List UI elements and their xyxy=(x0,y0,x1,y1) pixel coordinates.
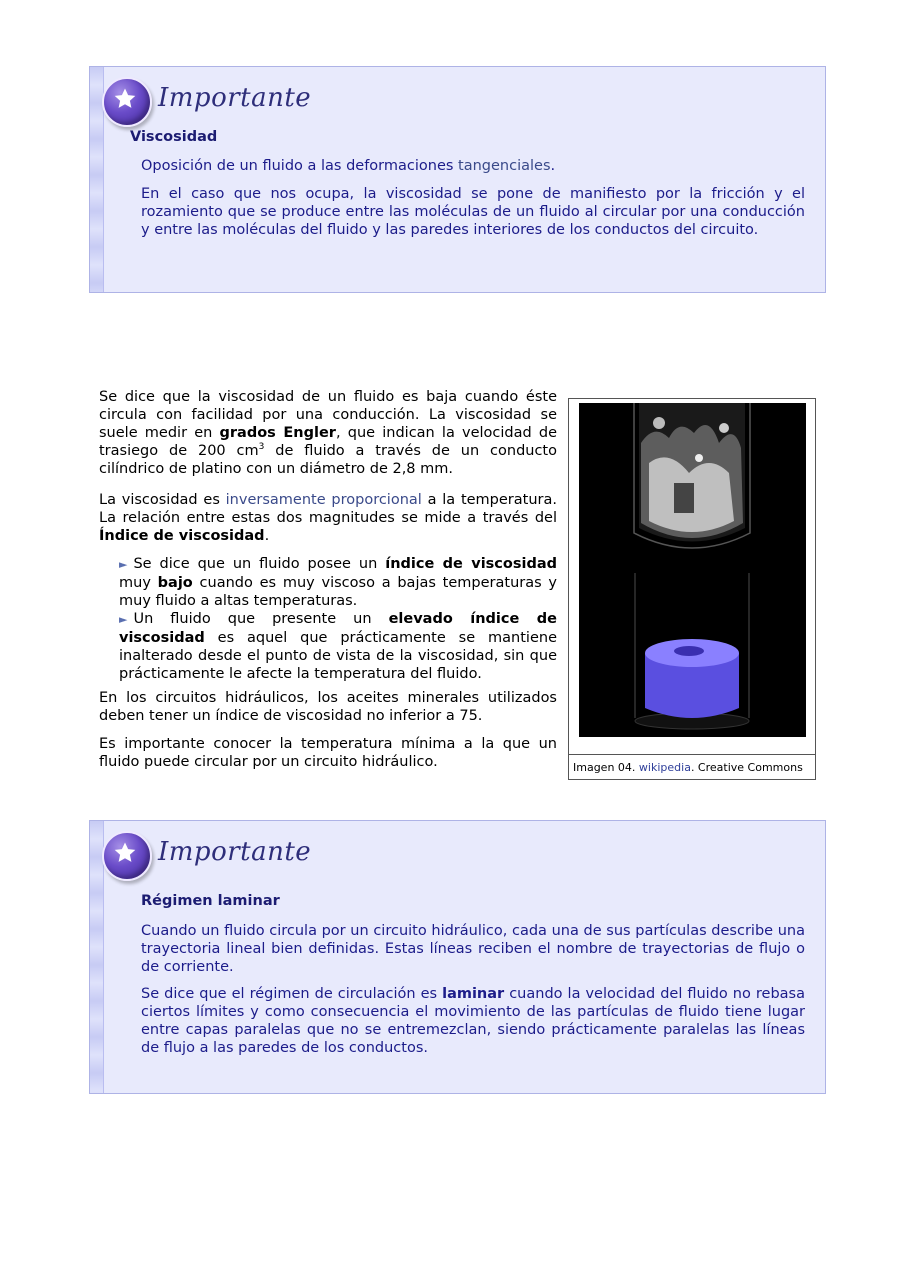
box-paragraph: Oposición de un fluido a las deformaciones tangenciales. xyxy=(141,158,556,174)
list-item: ► Se dice que un fluido posee un índice de viscosidad muy bajo cuando es muy viscoso a bajas temperaturas y muy fluido a altas temperaturas. xyxy=(119,556,557,609)
box-title: Viscosidad xyxy=(130,129,218,145)
paragraph: Es importante conocer la temperatura mínima a la que un fluido puede circular por un circuito hidráulico. xyxy=(99,736,557,770)
importante-header xyxy=(102,75,342,125)
bullet-list xyxy=(119,555,557,683)
importante-box-viscosidad xyxy=(89,66,826,293)
inversamente-proporcional-link[interactable]: inversamente proporcional xyxy=(225,492,422,508)
bullet-arrow-icon: ► xyxy=(119,558,128,571)
importante-box-regimen-laminar xyxy=(89,820,826,1094)
box-paragraph: Se dice que el régimen de circulación es laminar cuando la velocidad del fluido no rebasa ciertos límites y como consecuencia el movimiento de las partículas de fluido tiene lugar entre capas paralelas que no se entremezclan, siendo prácticamente paralelas las líneas de flujo a las paredes de los conductos. xyxy=(141,986,805,1056)
importante-header xyxy=(102,829,342,879)
figure xyxy=(568,398,816,780)
paragraph: La viscosidad es inversamente proporcional a la temperatura. La relación entre estas dos magnitudes se mide a través del Índice de viscosidad. xyxy=(99,492,557,544)
star-icon xyxy=(102,77,152,127)
star-icon xyxy=(102,831,152,881)
box-paragraph: Cuando un fluido circula por un circuito hidráulico, cada una de sus partículas describe una trayectoria lineal bien definidas. Estas líneas reciben el nombre de trayectorias de flujo o de corriente. xyxy=(141,923,805,975)
paragraph: Se dice que la viscosidad de un fluido es baja cuando éste circula con facilidad por una conducción. La viscosidad se suele medir en grados Engler, que indican la velocidad de trasiego de 200 $cm^3$ de fluido a través de un conducto cilíndrico de platino con un diámetro de 2,8 mm. xyxy=(99,389,557,477)
tangenciales-link[interactable]: tangenciales xyxy=(458,158,551,174)
box-paragraph: En el caso que nos ocupa, la viscosidad se pone de manifiesto por la fricción y el rozamiento que se produce entre las moléculas de un fluido al circular por una conducción y entre las moléculas del fluido y las paredes interiores de los conductos del circuito. xyxy=(141,186,805,238)
importante-heading: Importante xyxy=(158,83,312,113)
paragraph: En los circuitos hidráulicos, los aceites minerales utilizados deben tener un índice de viscosidad no inferior a 75. xyxy=(99,690,557,724)
box-title: Régimen laminar xyxy=(141,893,280,909)
importante-heading: Importante xyxy=(158,837,312,867)
figure-caption: Imagen 04. wikipedia. Creative Commons xyxy=(569,754,815,781)
bullet-arrow-icon: ► xyxy=(119,613,128,626)
viscosity-photo xyxy=(579,403,806,737)
list-item: ► Un fluido que presente un elevado índice de viscosidad es aquel que prácticamente se mantiene inalterado desde el punto de vista de la viscosidad, sin que prácticamente le afecte la temperatura del fluido. xyxy=(119,611,557,682)
wikipedia-link[interactable]: wikipedia xyxy=(638,761,691,774)
